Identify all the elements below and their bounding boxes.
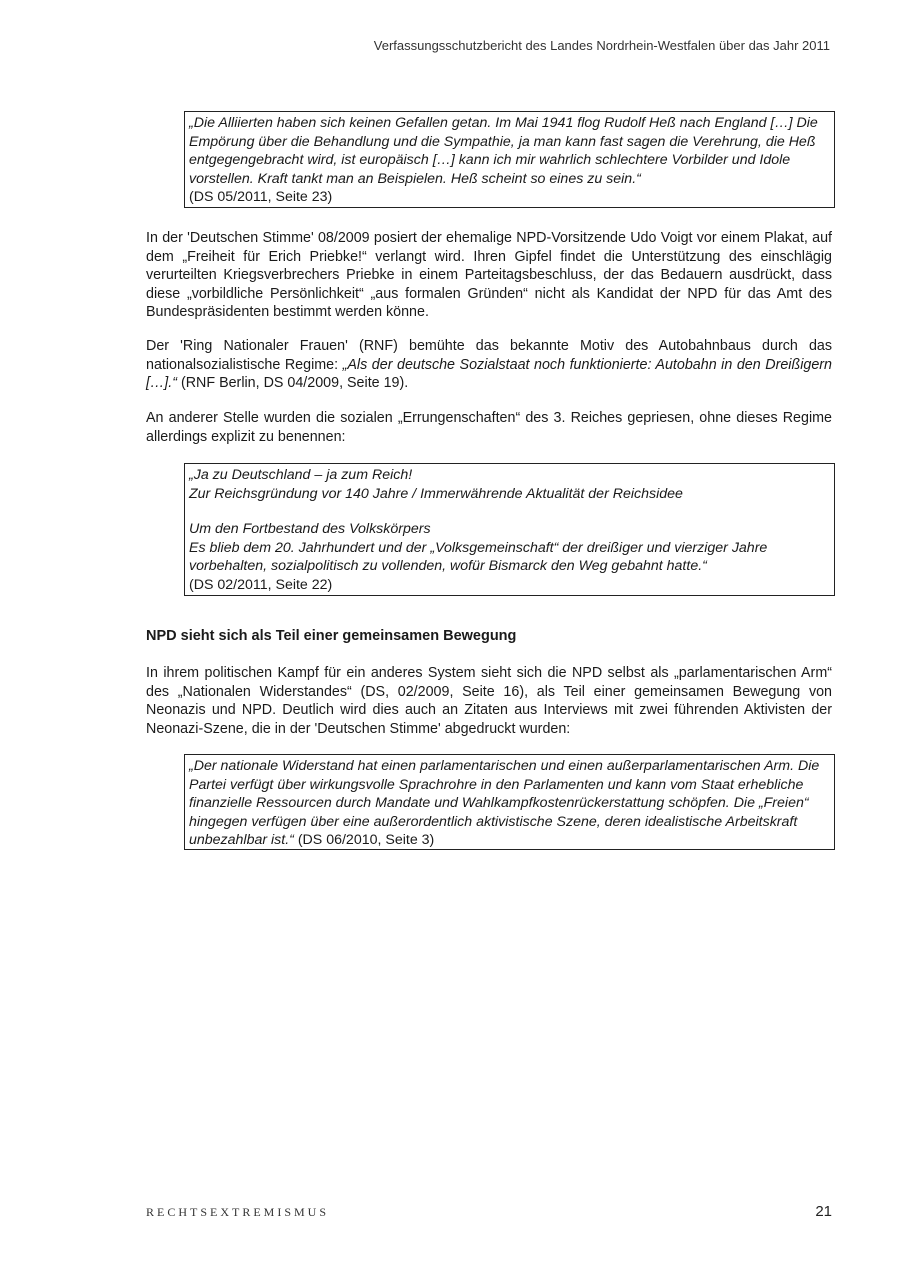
paragraph-priebke: In der 'Deutschen Stimme' 08/2009 posiert der ehemalige NPD-Vorsitzende Udo Voigt vor einem Plakat, auf dem „Freiheit für Erich Priebke!“ verlangt wird. Ihren Gipfel findet die Unterstützung des einschlägig verurteilten Kriegsverbrechers Priebke in einem Parteitagsbeschluss, der das Bedauern ausdrückt, dass diese „vorbildliche Persönlichkeit“ „aus formalen Gründen“ nicht als Kandidat der NPD für das Amt des Bundespräsidenten bestimmt werden könne. [146,230,832,320]
spacer [189,503,830,520]
quote-line: Um den Fortbestand des Volkskörpers [189,521,431,537]
quote-line: „Ja zu Deutschland – ja zum Reich! [189,467,413,483]
quote-text: „Die Alliierten haben sich keinen Gefallen getan. Im Mai 1941 flog Rudolf Heß nach England […] Die Empörung über die Behandlung und die Sympathie, ja man kann fast sagen die Verehrung, die Heß entgegengebracht wird, ist europäisch […] kann ich mir wahrlich schlechtere Vorbilder und Idole vorstellen. Kraft tankt man an Beispielen. Heß scheint so eines zu sein.“ [189,115,818,187]
paragraph-rnf [146,337,832,393]
inline-quote: „Als der deutsche Sozialstaat noch funktionierte: Autobahn in den Dreißigern […].“ [146,356,832,391]
quote-box-reich [184,463,835,596]
quote-source: (DS 05/2011, Seite 23) [189,189,333,205]
paragraph-lead: Der 'Ring Nationaler Frauen' (RNF) bemühte das bekannte Motiv des Autobahnbaus durch das nationalsozialistische Regime: [146,338,832,373]
running-header: Verfassungsschutzbericht des Landes Nordrhein-Westfalen über das Jahr 2011 [373,38,830,53]
quote-body [189,757,830,850]
quote-box-widerstand [184,754,835,850]
quote-box-hess [184,111,835,208]
quote-line: Zur Reichsgründung vor 140 Jahre / Immerwährende Aktualität der Reichsidee [189,485,683,502]
paragraph-bewegung: In ihrem politischen Kampf für ein anderes System sieht sich die NPD selbst als „parlamentarischen Arm“ des „Nationalen Widerstandes“ (DS, 02/2009, Seite 16), als Teil einer gemeinsamen Bewegung von Neonazis und NPD. Deutlich wird dies auch an Zitaten aus Interviews mit zwei führenden Aktivisten der Neonazi-Szene, die in der 'Deutschen Stimme' abgedruckt wurden: [146,665,832,737]
quote-source: (DS 06/2010, Seite 3) [293,832,435,848]
inline-source: (RNF Berlin, DS 04/2009, Seite 19). [176,375,409,391]
quote-source: (DS 02/2011, Seite 22) [189,576,333,593]
quote-text: „Der nationale Widerstand hat einen parlamentarischen und einen außerparlamentarischen Arm. Die Partei verfügt über wirkungsvolle Sprachrohre in den Parlamenten und kann vom Staat erhebliche finanzielle Ressourcen durch Mandate und Wahlkampfkostenrückerstattung schöpfen. Die „Freien“ hingegen verfügen über eine außerordentlich aktivistische Szene, deren idealistische Arbeitskraft unbezahlbar ist.“ [189,758,820,848]
page-number: 21 [815,1203,832,1220]
footer-section-label: RECHTSEXTREMISMUS [146,1205,330,1219]
section-heading: NPD sieht sich als Teil einer gemeinsamen Bewegung [146,628,517,644]
quote-line: Es blieb dem 20. Jahrhundert und der „Volksgemeinschaft“ der dreißiger und vierziger Jahre vorbehalten, sozialpolitisch zu vollenden, wofür Bismarck den Weg gebahnt hatte.“ [189,539,768,574]
paragraph-errungenschaften: An anderer Stelle wurden die sozialen „Errungenschaften“ des 3. Reiches gepriesen, ohne dieses Regime allerdings explizit zu benennen: [146,410,832,445]
